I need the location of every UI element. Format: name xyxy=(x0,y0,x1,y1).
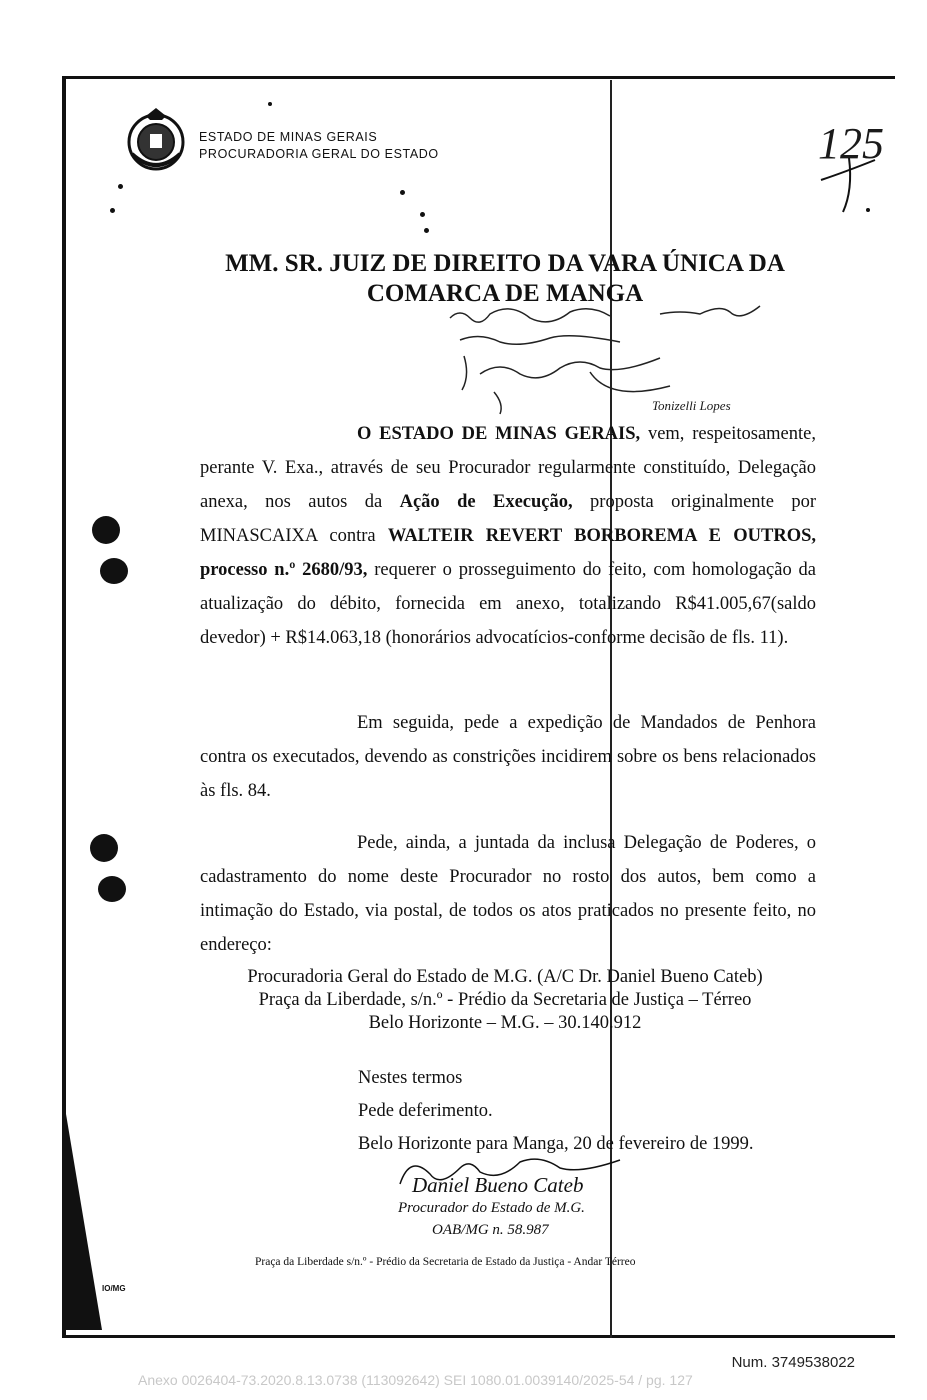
body-paragraph-2 xyxy=(200,706,816,808)
page-mark-strike-icon xyxy=(815,150,895,220)
page-watermark: Anexo 0026404-73.2020.8.13.0738 (113092642) SEI 1080.01.0039140/2025-54 / pg. 127 xyxy=(138,1372,693,1388)
action-name: Ação de Execução, xyxy=(399,492,573,512)
addressee-line-1: MM. SR. JUIZ DE DIREITO DA VARA ÚNICA DA xyxy=(225,250,785,277)
speck xyxy=(268,102,272,106)
p2-text: Em seguida, pede a expedição de Mandados de Penhora contra os executados, devendo as constrições incidirem sobre os bens relacionados às fls. 84. xyxy=(200,713,816,801)
speck xyxy=(400,190,405,195)
p1-text-c: requerer o prosseguimento do feito, com homologação da atualização do débito, fornecida em anexo, totalizando R$41.005,67(saldo devedor) + R$14.063,18 (honorários advocatícios-conforme decisão de fls. 11). xyxy=(200,560,816,648)
address-line-3: Belo Horizonte – M.G. – 30.140.912 xyxy=(368,1013,642,1033)
petitioner-name: O ESTADO DE MINAS GERAIS, xyxy=(357,424,641,444)
address-line-2: Praça da Liberdade, s/n.º - Prédio da Secretaria de Justiça – Térreo xyxy=(258,990,752,1010)
coat-of-arms-icon xyxy=(124,106,188,174)
header-agency: PROCURADORIA GERAL DO ESTADO xyxy=(199,147,439,161)
punch-hole xyxy=(92,516,120,544)
address-line-1: Procuradoria Geral do Estado de M.G. (A/C Dr. Daniel Bueno Cateb) xyxy=(247,967,763,987)
punch-hole xyxy=(90,834,118,862)
speck xyxy=(110,208,115,213)
speck xyxy=(118,184,123,189)
document-number: Num. 3749538022 xyxy=(731,1354,855,1371)
scan-shadow xyxy=(62,1090,102,1330)
closing-line-1: Nestes termos xyxy=(358,1068,463,1088)
handwritten-page-number: 125 xyxy=(818,119,884,168)
defendants-name: WALTEIR REVERT BORBOREMA E OUTROS, xyxy=(387,526,817,546)
header-state: ESTADO DE MINAS GERAIS xyxy=(199,130,378,144)
margin-note: Tonizelli Lopes xyxy=(652,398,731,413)
speck xyxy=(424,228,429,233)
letterhead-footer: Praça da Liberdade s/n.º - Prédio da Secretaria de Estado da Justiça - Andar Térreo xyxy=(255,1256,636,1268)
punch-hole xyxy=(98,876,126,902)
signature-role: Procurador do Estado de M.G. xyxy=(398,1200,585,1216)
p1-text-b: proposta originalmente por MINASCAIXA contra xyxy=(200,492,816,546)
signature-name: Daniel Bueno Cateb xyxy=(412,1173,584,1197)
speck xyxy=(420,212,425,217)
body-paragraph-3 xyxy=(200,826,816,962)
body-paragraph-1 xyxy=(200,417,816,655)
signature-oab: OAB/MG n. 58.987 xyxy=(432,1222,549,1238)
p3-text: Pede, ainda, a juntada da inclusa Delegação de Poderes, o cadastramento do nome deste Procurador no rosto dos autos, bem como a intimação do Estado, via postal, de todos os atos praticados no presente feito, no endereço: xyxy=(200,833,816,955)
p1-text-a: vem, respeitosamente, perante V. Exa., através de seu Procurador regularmente constituído, Delegação anexa, nos autos da xyxy=(200,424,816,512)
footer-left-mark: IO/MG xyxy=(102,1284,126,1293)
speck xyxy=(866,208,870,212)
closing-date-line: Belo Horizonte para Manga, 20 de fevereiro de 1999. xyxy=(358,1134,754,1154)
process-number: processo n.º 2680/93, xyxy=(200,560,368,580)
addressee-line-2: COMARCA DE MANGA xyxy=(366,280,644,307)
closing-line-2: Pede deferimento. xyxy=(358,1101,493,1121)
punch-hole xyxy=(100,558,128,584)
